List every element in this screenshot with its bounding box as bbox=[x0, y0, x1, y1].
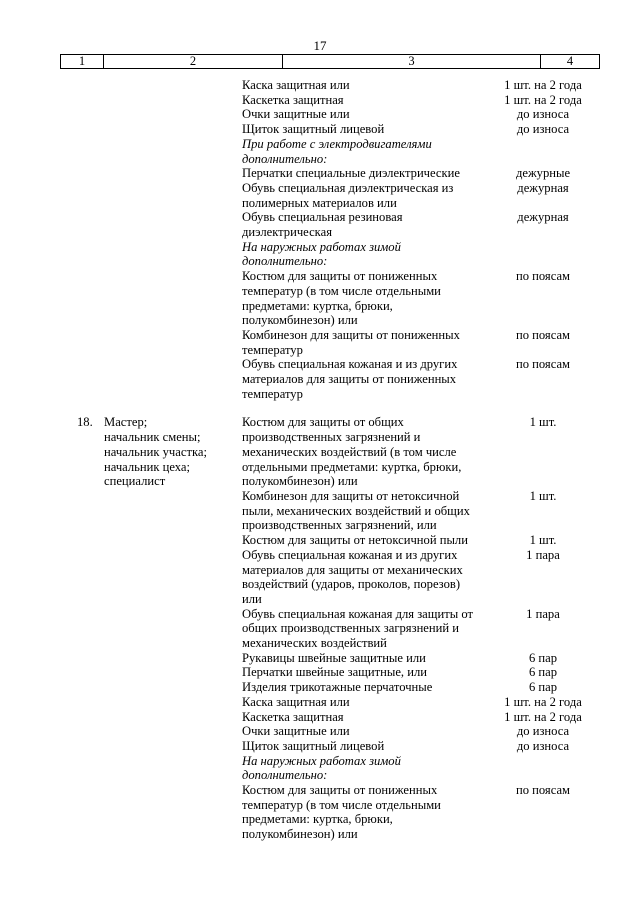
item-name: Изделия трикотажные перчаточные bbox=[242, 680, 433, 695]
table-row bbox=[0, 181, 640, 210]
item-quantity: 1 шт. на 2 года bbox=[504, 92, 582, 107]
item-name: Щиток защитный лицевой bbox=[242, 122, 385, 137]
position-title: Мастер; начальник смены; начальник участка; начальник цеха; специалист bbox=[104, 415, 207, 489]
item-quantity: 6 пар bbox=[528, 650, 558, 665]
item-name: Обувь специальная кожаная для защиты от общих производственных загрязнений и механических воздействий bbox=[242, 606, 473, 651]
item-name: Перчатки специальные диэлектрические bbox=[242, 166, 460, 181]
table-row bbox=[0, 665, 640, 680]
item-name: Комбинезон для защиты от пониженных температур bbox=[242, 327, 460, 357]
item-quantity: 1 пара bbox=[526, 606, 560, 621]
table-row bbox=[0, 695, 640, 710]
item-name: Рукавицы швейные защитные или bbox=[242, 650, 426, 665]
item-quantity: 1 шт. на 2 года bbox=[504, 694, 582, 709]
item-name: Каска защитная или bbox=[242, 78, 350, 92]
item-name: Перчатки швейные защитные, или bbox=[242, 665, 427, 680]
table-row bbox=[0, 137, 640, 166]
table-row bbox=[0, 107, 640, 122]
table-row bbox=[0, 357, 640, 401]
item-quantity: дежурная bbox=[517, 180, 569, 195]
item-name: Очки защитные или bbox=[242, 107, 350, 122]
item-quantity: по поясам bbox=[515, 783, 571, 798]
item-name: Каскетка защитная bbox=[242, 92, 344, 107]
item-quantity: дежурная bbox=[517, 210, 569, 225]
item-name: Обувь специальная кожаная и из других материалов для защиты от пониженных температур bbox=[242, 357, 458, 401]
item-quantity: 1 пара bbox=[526, 547, 560, 562]
row-number: 18. bbox=[77, 415, 93, 430]
item-quantity: по поясам bbox=[515, 269, 571, 284]
item-name: Костюм для защиты от общих производственных загрязнений и механических воздействий (в том числе отдельными предметами: куртка, брюки, полукомбинезон) или bbox=[242, 415, 462, 489]
item-name: Обувь специальная диэлектрическая из полимерных материалов или bbox=[242, 180, 454, 210]
header-cell-2: 2 bbox=[104, 55, 283, 68]
item-quantity: 1 шт. на 2 года bbox=[504, 78, 582, 92]
table-row bbox=[0, 680, 640, 695]
page-number: 17 bbox=[313, 38, 327, 53]
item-name: Очки защитные или bbox=[242, 724, 350, 739]
table-row bbox=[0, 651, 640, 666]
item-name: Костюм для защиты от пониженных температур (в том числе отдельными предметами: куртка, брюки, полукомбинезон) или bbox=[242, 269, 441, 328]
table-row bbox=[0, 724, 640, 739]
table-row bbox=[0, 754, 640, 783]
item-name: Обувь специальная кожаная и из других материалов для защиты от механических воздействий (ударов, проколов, порезов) или bbox=[242, 547, 463, 606]
table-row bbox=[0, 710, 640, 725]
item-name: Каска защитная или bbox=[242, 694, 350, 709]
item-quantity: 1 шт. bbox=[529, 533, 557, 548]
section-note: При работе с электродвигателями дополнительно: bbox=[242, 136, 432, 166]
item-name: Костюм для защиты от пониженных температур (в том числе отдельными предметами: куртка, брюки, полукомбинезон) или bbox=[242, 783, 441, 842]
table-header bbox=[60, 54, 600, 69]
table-row bbox=[0, 783, 640, 842]
item-quantity: до износа bbox=[516, 724, 570, 739]
item-name: Щиток защитный лицевой bbox=[242, 738, 385, 753]
table-body bbox=[0, 78, 640, 842]
item-quantity: по поясам bbox=[515, 327, 571, 342]
item-name: Обувь специальная резиновая диэлектрическая bbox=[242, 210, 403, 240]
header-cell-3: 3 bbox=[283, 55, 541, 68]
table-row bbox=[0, 415, 640, 489]
table-row bbox=[0, 489, 640, 533]
table-row bbox=[0, 533, 640, 548]
table-row bbox=[0, 122, 640, 137]
row-gap bbox=[0, 401, 640, 415]
item-quantity: 6 пар bbox=[528, 665, 558, 680]
item-quantity: до износа bbox=[516, 107, 570, 122]
item-name: Каскетка защитная bbox=[242, 709, 344, 724]
table-row bbox=[0, 269, 640, 328]
table-row bbox=[0, 93, 640, 108]
header-cell-4: 4 bbox=[566, 54, 574, 68]
item-quantity: 1 шт. bbox=[529, 488, 557, 503]
table-row bbox=[0, 607, 640, 651]
header-cell-1: 1 bbox=[61, 55, 104, 68]
table-row bbox=[0, 240, 640, 269]
table-row bbox=[0, 739, 640, 754]
section-note: На наружных работах зимой дополнительно: bbox=[242, 753, 401, 783]
table-row bbox=[0, 328, 640, 357]
section-note: На наружных работах зимой дополнительно: bbox=[242, 239, 401, 269]
item-quantity: 1 шт. на 2 года bbox=[504, 709, 582, 724]
item-quantity: по поясам bbox=[515, 357, 571, 372]
item-name: Костюм для защиты от нетоксичной пыли bbox=[242, 533, 468, 548]
table-row bbox=[0, 548, 640, 607]
item-quantity: до износа bbox=[516, 738, 570, 753]
item-quantity: 1 шт. bbox=[529, 415, 557, 430]
table-row bbox=[0, 210, 640, 239]
item-quantity: 6 пар bbox=[528, 680, 558, 695]
item-quantity: дежурные bbox=[515, 166, 571, 181]
item-quantity: до износа bbox=[516, 122, 570, 137]
table-row bbox=[0, 78, 640, 93]
item-name: Комбинезон для защиты от нетоксичной пыли, механических воздействий и общих производственных загрязнений, или bbox=[242, 488, 470, 533]
table-row bbox=[0, 166, 640, 181]
